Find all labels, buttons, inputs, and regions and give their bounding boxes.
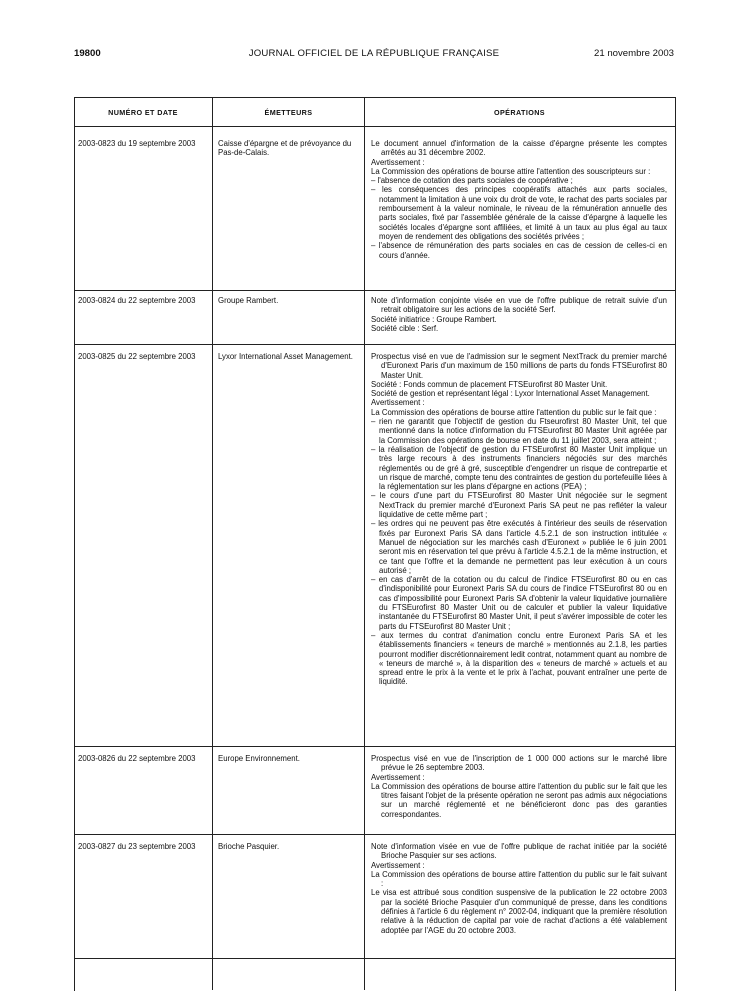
row-emetteur: Lyxor International Asset Management. bbox=[218, 352, 353, 361]
operation-text: La Commission des opérations de bourse attire l'attention du public sur le fait que : bbox=[371, 407, 657, 417]
operation-text: – la réalisation de l'objectif de gestion du FTSEurofirst 80 Master Unit implique un très large recours à des instruments financiers négociés sur des marchés réglementés ou de gré à gré, susceptible d'engendrer un risque de contrepartie et un risque de marché, compte tenu des contraintes de gestion du portefeuille liées à la réglementation sur les plans d'épargne en actions (PEA) ; bbox=[371, 444, 667, 492]
row-numero: 2003-0823 du 19 septembre 2003 bbox=[78, 139, 196, 148]
operation-text: Société initiatrice : Groupe Rambert. bbox=[371, 314, 497, 324]
operation-text: – l'absence de cotation des parts sociales de coopérative ; bbox=[371, 176, 573, 186]
operation-text: Note d'information conjointe visée en vue de l'offre publique de retrait suivie d'un retrait obligatoire sur les actions de la société Serf. bbox=[371, 296, 667, 315]
row-numero: 2003-0825 du 22 septembre 2003 bbox=[78, 352, 196, 361]
operation-text: – en cas d'arrêt de la cotation ou du calcul de l'indice FTSEurofirst 80 ou en cas d'indisponibilité pour Euronext Paris SA du cours de l'indice FTSEurofirst 80 ou en cas d'impossibilité pour Euronext Paris SA d'obtenir la valeur liquidative journalière du FTSEurofirst 80 Master Unit ou de calculer et publier la valeur liquidative instantanée du FTSEurofirst 80 Master Unit, il peut s'avérer impossible de coter les parts du FTSEurofirst 80 Master Unit ; bbox=[371, 575, 667, 631]
operation-text: Le document annuel d'information de la caisse d'épargne présente les comptes arrêtés au 31 décembre 2002. bbox=[371, 139, 667, 158]
page-number: 19800 bbox=[74, 48, 101, 59]
operation-text: Société : Fonds commun de placement FTSEurofirst 80 Master Unit. bbox=[371, 379, 608, 389]
operation-text: La Commission des opérations de bourse attire l'attention du public sur le fait suivant : bbox=[371, 869, 667, 889]
operation-text: Prospectus visé en vue de l'admission sur le segment NextTrack du premier marché d'Euronext Paris d'un maximum de 150 millions de parts du fonds FTSEurofirst 80 Master Unit. bbox=[371, 352, 667, 380]
page-header bbox=[74, 48, 674, 64]
row-divider bbox=[74, 958, 676, 959]
row-numero: 2003-0824 du 22 septembre 2003 bbox=[78, 296, 196, 305]
row-emetteur: Europe Environnement. bbox=[218, 754, 300, 763]
operation-text: Avertissement : bbox=[371, 772, 425, 782]
row-operations bbox=[371, 754, 667, 819]
row-emetteur: Caisse d'épargne et de prévoyance du Pas-de-Calais. bbox=[218, 139, 352, 158]
operation-text: Avertissement : bbox=[371, 157, 425, 167]
row-numero: 2003-0826 du 22 septembre 2003 bbox=[78, 754, 196, 763]
row-emetteur: Groupe Rambert. bbox=[218, 296, 279, 305]
row-divider bbox=[74, 746, 676, 747]
issue-date: 21 novembre 2003 bbox=[593, 48, 674, 59]
column-header-numero: NUMÉRO ET DATE bbox=[108, 108, 178, 117]
journal-title: JOURNAL OFFICIEL DE LA RÉPUBLIQUE FRANÇAISE bbox=[248, 48, 500, 59]
column-header-operations: OPÉRATIONS bbox=[494, 108, 545, 117]
operation-text: Le visa est attribué sous condition suspensive de la publication le 22 octobre 2003 par la société Brioche Pasquier d'un communiqué de presse, dans les conditions définies à l'article 6 du règlement n° 2002-04, indiquant que la première résolution relative à la réduction de capital par voie de rachat d'actions a été valablement adoptée par l'AGE du 20 octobre 2003. bbox=[371, 888, 667, 935]
row-numero: 2003-0827 du 23 septembre 2003 bbox=[78, 842, 196, 851]
operation-text: – le cours d'une part du FTSEurofirst 80 Master Unit négociée sur le segment NextTrack du premier marché d'Euronext Paris SA peut ne pas refléter la valeur liquidative de cette même part ; bbox=[371, 491, 667, 520]
operation-text: Société de gestion et représentant légal : Lyxor International Asset Management. bbox=[371, 389, 650, 399]
operation-text: – les ordres qui ne peuvent pas être exécutés à l'intérieur des seuils de réservation fixés par Euronext Paris SA dans l'article 4.5.2.1 de son instruction intitulée « Manuel de négociation sur les marchés cash d'Euronext » publiée le 6 juin 2001 seront mis en réservation tel que prévu à l'article 4.5.2.1 de la même instruction, et ce tant que l'offre et la demande ne permettent pas leur exécution à un cours autorisé ; bbox=[371, 519, 667, 575]
operation-text: Note d'information visée en vue de l'offre publique de rachat initiée par la société Brioche Pasquier sur ses actions. bbox=[371, 842, 667, 861]
operation-text: Avertissement : bbox=[371, 398, 425, 408]
operation-text: – les conséquences des principes coopératifs attachés aux parts sociales, notamment la limitation à une voix du droit de vote, le rachat des parts sociales par remboursement à la valeur nominale, le niveau de la rémunération annuelle des parts sociales, fixé par l'assemblée générale de la caisse d'épargne à laquelle les sociétés locales d'épargne sont affiliées, et limité à un taux au plus égal au taux moyen de rendement des obligations des sociétés privées ; bbox=[371, 185, 667, 241]
row-divider bbox=[74, 290, 676, 291]
row-operations bbox=[371, 296, 667, 333]
column-divider bbox=[212, 97, 213, 990]
row-operations bbox=[371, 352, 667, 687]
row-operations bbox=[371, 842, 667, 935]
column-divider bbox=[364, 97, 365, 990]
operation-text: La Commission des opérations de bourse attire l'attention du public sur le fait que les titres faisant l'objet de la présente opération ne seront pas admis aux négociations sur un marché réglementé et ne bénéficieront donc pas des garanties correspondantes. bbox=[371, 781, 667, 819]
operation-text: Prospectus visé en vue de l'inscription de 1 000 000 actions sur le marché libre prévue le 26 septembre 2003. bbox=[371, 754, 667, 773]
operation-text: – l'absence de rémunération des parts sociales en cas de cession de celles-ci en cours d'année. bbox=[371, 241, 667, 260]
row-divider bbox=[74, 344, 676, 345]
operation-text: Société cible : Serf. bbox=[371, 323, 439, 333]
row-emetteur: Brioche Pasquier. bbox=[218, 842, 280, 851]
operation-text: La Commission des opérations de bourse attire l'attention des souscripteurs sur : bbox=[371, 166, 651, 176]
column-header-emetteurs: ÉMETTEURS bbox=[264, 108, 313, 117]
operation-text: Avertissement : bbox=[371, 860, 425, 870]
operation-text: – rien ne garantit que l'objectif de gestion du Ftseurofirst 80 Master Unit, tel que mentionné dans la notice d'information du FTSEurofirst 80 Master Unit agréée par la Commission des opérations de bourse en date du 11 juillet 2003, sera atteint ; bbox=[371, 417, 667, 445]
row-divider bbox=[74, 834, 676, 835]
row-operations bbox=[371, 139, 667, 260]
row-divider bbox=[74, 126, 676, 127]
operation-text: – aux termes du contrat d'animation conclu entre Euronext Paris SA et les établissements financiers « teneurs de marché » mentionnés au 2.1.8, les parties pourront modifier discrétionnairement ledit contrat, notamment quant au nombre de « teneurs de marché », à la disparition des « teneurs de marché » actuels et au spread entre le prix à la vente et le prix à l'achat, pouvant entraîner une perte de liquidité. bbox=[371, 630, 667, 687]
